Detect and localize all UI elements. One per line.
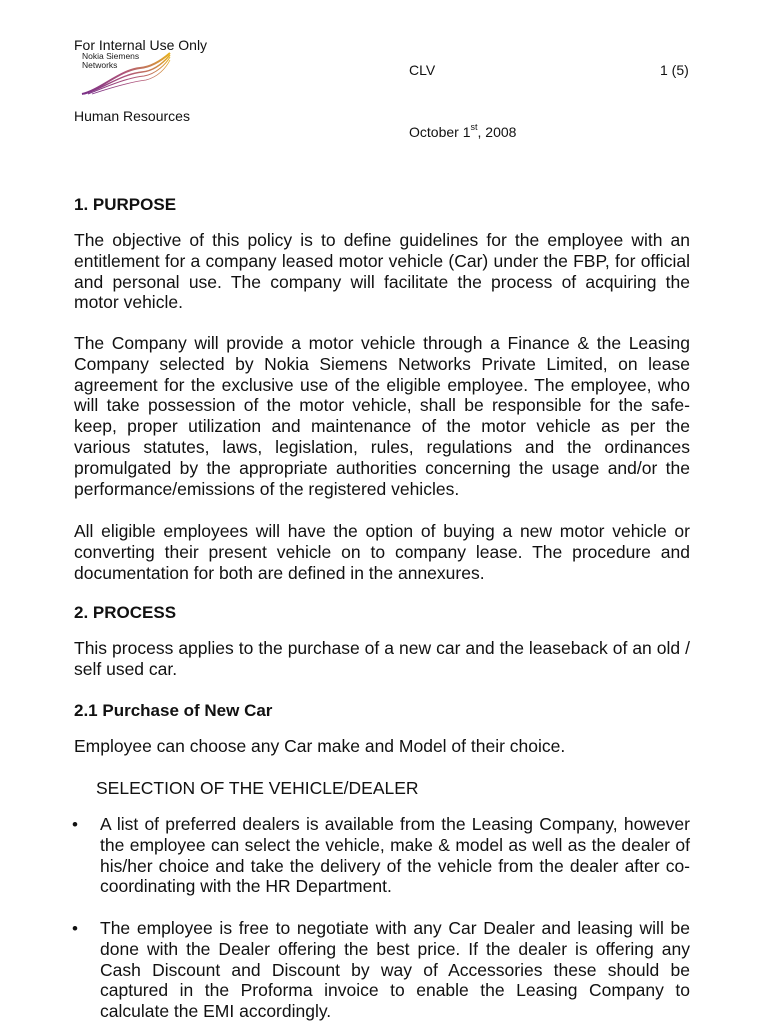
bullet-icon: • (72, 815, 78, 834)
logo-text: Nokia Siemens Networks (82, 51, 140, 70)
paragraph: All eligible employees will have the option of buying a new motor vehicle or converting their present vehicle on to company lease. The procedure and documentation for both are defined in the annexures. (74, 521, 690, 583)
subheading-vehicle-dealer: SELECTION OF THE VEHICLE/DEALER (96, 778, 419, 798)
nokia-siemens-logo (80, 50, 180, 95)
date-ordinal: st (470, 122, 478, 133)
date-year: , 2008 (477, 124, 517, 140)
paragraph: Employee can choose any Car make and Model of their choice. (74, 736, 566, 756)
document-code: CLV (409, 62, 436, 78)
subsection-heading-purchase-new-car: 2.1 Purchase of New Car (74, 701, 273, 720)
section-heading-process: 2. PROCESS (74, 603, 177, 622)
paragraph: The objective of this policy is to define guidelines for the employee with an entitlement for a company leased motor vehicle (Car) under the FBP, for official and personal use. The company will facilitate the process of acquiring the motor vehicle. (74, 230, 690, 313)
list-item: A list of preferred dealers is available from the Leasing Company, however the employee can select the vehicle, make & model as well as the dealer of his/her choice and take the delivery of the vehicle from the dealer after co-coordinating with the HR Department. (100, 814, 690, 897)
classification-label: For Internal Use Only (74, 37, 208, 53)
bullet-icon: • (72, 919, 78, 938)
date-day: October 1 (409, 124, 471, 140)
department-label: Human Resources (74, 108, 190, 124)
section-heading-purpose: 1. PURPOSE (74, 195, 177, 214)
list-item: The employee is free to negotiate with any Car Dealer and leasing will be done with the Dealer offering the best price. If the dealer is offering any Cash Discount and Discount by way of Accessories these should be captured in the Proforma invoice to enable the Leasing Company to calculate the EMI accordingly. (100, 918, 690, 1022)
paragraph: The Company will provide a motor vehicle through a Finance & the Leasing Company selected by Nokia Siemens Networks Private Limited, on lease agreement for the exclusive use of the eligible employee. The employee, who will take possession of the motor vehicle, shall be responsible for the safe-keep, proper utilization and maintenance of the motor vehicle as per the various statutes, laws, legislation, rules, regulations and the ordinances promulgated by the appropriate authorities concerning the usage and/or the performance/emissions of the registered vehicles. (74, 333, 690, 499)
document-date (409, 124, 516, 140)
page-number: 1 (5) (660, 62, 689, 78)
paragraph: This process applies to the purchase of a new car and the leaseback of an old / self used car. (74, 638, 690, 679)
